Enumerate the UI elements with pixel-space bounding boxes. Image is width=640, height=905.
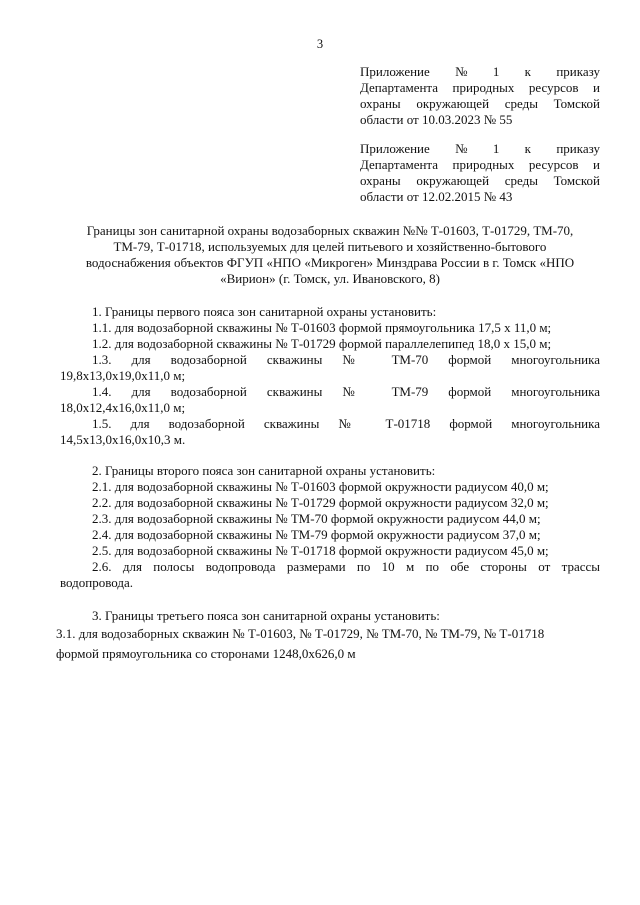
annex-line-3: охраны окружающей среды Томской xyxy=(360,96,600,111)
annex-preposition: к xyxy=(524,64,531,79)
paragraph-2-4: 2.4. для водозаборной скважины № ТМ-79 формой окружности радиусом 37,0 м; xyxy=(92,527,541,542)
title-line: водоснабжения объектов ФГУП «НПО «Микроген» Минздрава России в г. Томск «НПО xyxy=(85,255,575,270)
section-heading: 2. Границы второго пояса зон санитарной охраны установить: xyxy=(92,463,436,478)
annex-number-sign: № xyxy=(455,141,468,156)
section-third-belt xyxy=(56,608,600,664)
annex-order-word: приказу xyxy=(556,64,600,79)
paragraph-2-2: 2.2. для водозаборной скважины № Т-01729 формой окружности радиусом 32,0 м; xyxy=(92,495,549,510)
paragraph-1-5: 1.5. для водозаборной скважины № Т-01718 формой многоугольника xyxy=(92,416,600,431)
annex-preposition: к xyxy=(524,141,531,156)
paragraph-1-1: 1.1. для водозаборной скважины № Т-01603 формой прямоугольника 17,5 x 11,0 м; xyxy=(92,320,552,335)
annex-first-line xyxy=(360,141,600,157)
section-heading: 1. Границы первого пояса зон санитарной охраны установить: xyxy=(92,304,437,319)
paragraph-1-4: 1.4. для водозаборной скважины № ТМ-79 формой многоугольника xyxy=(92,384,600,399)
annex-header-current xyxy=(360,64,600,128)
document-title xyxy=(60,223,600,287)
annex-number-sign: № xyxy=(455,64,468,79)
paragraph-1-5-cont: 14,5x13,0x16,0x10,3 м. xyxy=(60,432,186,447)
annex-line-3: охраны окружающей среды Томской xyxy=(360,173,600,188)
paragraph-3-1: 3.1. для водозаборных скважин № Т-01603, № Т-01729, № ТМ-70, № ТМ-79, № Т-01718 xyxy=(56,626,545,641)
section-first-belt xyxy=(60,304,600,448)
title-line: Границы зон санитарной охраны водозаборных скважин №№ Т-01603, Т-01729, ТМ-70, xyxy=(86,223,574,238)
annex-line-2: Департамента природных ресурсов и xyxy=(360,157,600,172)
paragraph-2-3: 2.3. для водозаборной скважины № ТМ-70 формой окружности радиусом 44,0 м; xyxy=(92,511,541,526)
annex-word: Приложение xyxy=(360,64,430,79)
section-heading: 3. Границы третьего пояса зон санитарной охраны установить: xyxy=(92,608,440,623)
paragraph-1-3-cont: 19,8x13,0x19,0x11,0 м; xyxy=(60,368,186,383)
paragraph-1-4-cont: 18,0x12,4x16,0x11,0 м; xyxy=(60,400,186,415)
annex-line-4: области от 10.03.2023 № 55 xyxy=(360,112,513,127)
title-line: ТМ-79, Т-01718, используемых для целей питьевого и хозяйственно-бытового xyxy=(113,239,547,254)
annex-word: Приложение xyxy=(360,141,430,156)
page-number: 3 xyxy=(316,37,324,51)
annex-header-previous xyxy=(360,141,600,205)
paragraph-2-6-cont: водопровода. xyxy=(60,575,134,590)
annex-number: 1 xyxy=(492,141,500,156)
paragraph-1-2: 1.2. для водозаборной скважины № Т-01729 формой параллелепипед 18,0 x 15,0 м; xyxy=(92,336,552,351)
annex-first-line xyxy=(360,64,600,80)
title-line: «Вирион» (г. Томск, ул. Ивановского, 8) xyxy=(220,271,440,286)
annex-number: 1 xyxy=(492,64,500,79)
paragraph-3-1-cont: формой прямоугольника со сторонами 1248,0x626,0 м xyxy=(56,646,356,661)
paragraph-2-1: 2.1. для водозаборной скважины № Т-01603 формой окружности радиусом 40,0 м; xyxy=(92,479,549,494)
annex-line-2: Департамента природных ресурсов и xyxy=(360,80,600,95)
paragraph-2-5: 2.5. для водозаборной скважины № Т-01718 формой окружности радиусом 45,0 м; xyxy=(92,543,549,558)
paragraph-2-6: 2.6. для полосы водопровода размерами по 10 м по обе стороны от трассы xyxy=(92,559,600,574)
paragraph-1-3: 1.3. для водозаборной скважины № ТМ-70 формой многоугольника xyxy=(92,352,600,367)
section-second-belt xyxy=(60,463,600,591)
annex-order-word: приказу xyxy=(556,141,600,156)
annex-line-4: области от 12.02.2015 № 43 xyxy=(360,189,513,204)
